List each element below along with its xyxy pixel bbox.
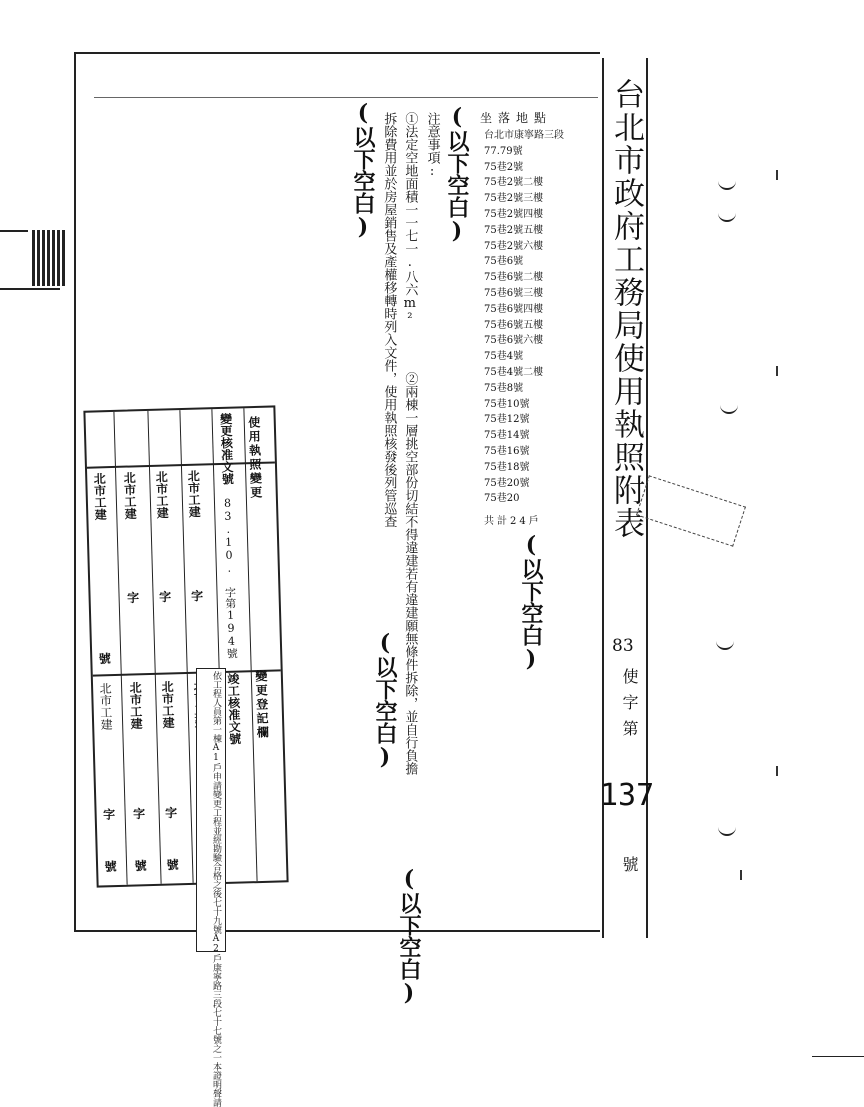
address-item: 75巷2號六樓 bbox=[484, 240, 544, 252]
side-stamp bbox=[0, 226, 70, 292]
scan-mark bbox=[716, 640, 734, 650]
note-2: 拆除費用並於房屋銷售及產權移轉時列入文件，使用執照核發後列管巡查 bbox=[381, 112, 397, 528]
address-item: 75巷20號 bbox=[484, 477, 530, 489]
address-item: 75巷2號四樓 bbox=[484, 208, 544, 220]
scan-mark bbox=[718, 212, 736, 222]
attached-note-slip: 依工程人員第一棟A1戶申請變更工程並經勘驗合格之後七十九號A2戶康寧路三段七十七號之一本證明聲請 bbox=[196, 668, 226, 952]
notes-label: 注意事項: bbox=[424, 112, 440, 179]
table-cell: 北市工建 bbox=[127, 681, 144, 730]
blank-mark: (以下空白) bbox=[396, 866, 422, 1006]
address-item: 75巷16號 bbox=[484, 445, 530, 457]
table-cell: 北市工建 bbox=[154, 470, 170, 519]
blank-mark: (以下空白) bbox=[444, 104, 470, 244]
column-header: 變更核准文號 bbox=[218, 412, 235, 485]
table-cell-suffix: 號 bbox=[97, 652, 112, 665]
address-item: 75巷6號三樓 bbox=[484, 287, 544, 299]
address-total: 共計24戶 bbox=[484, 516, 542, 527]
column-header: 竣工核准文號 bbox=[225, 672, 242, 745]
table-cell-suffix: 字 bbox=[163, 806, 178, 819]
address-item: 75巷12號 bbox=[484, 414, 530, 426]
divider bbox=[94, 97, 598, 98]
table-cell-suffix: 字 bbox=[189, 589, 204, 602]
table-header: 變更登記欄 bbox=[253, 669, 270, 741]
address-item: 75巷4號 bbox=[484, 351, 524, 363]
table-cell-suffix: 號 bbox=[164, 858, 180, 871]
address-header: 坐落地點 bbox=[480, 111, 553, 125]
scan-mark bbox=[776, 170, 778, 180]
address-item: 台北市康寧路三段 bbox=[484, 130, 564, 141]
address-item: 75巷6號六樓 bbox=[484, 335, 544, 347]
scan-mark bbox=[718, 826, 736, 836]
doc-number: 137 bbox=[600, 778, 655, 813]
scan-mark bbox=[776, 766, 778, 776]
doc-number-prefix: 83 bbox=[612, 636, 634, 656]
note-3: ②兩棟一層挑空部份切結不得違建若有違建願無條件拆除，並自行負擔 bbox=[402, 372, 418, 775]
blank-mark: (以下空白) bbox=[372, 630, 398, 770]
table-cell-suffix: 號 bbox=[102, 860, 118, 873]
seal-stamp bbox=[636, 475, 746, 546]
table-cell: 北市工建 bbox=[186, 469, 202, 518]
page-title: 台北市政府工務局使用執照附表 bbox=[608, 78, 644, 540]
address-item: 75巷20 bbox=[484, 493, 520, 505]
address-item: 75巷6號五樓 bbox=[484, 319, 544, 331]
address-item: 75巷14號 bbox=[484, 430, 530, 442]
table-cell: 北市工建 bbox=[97, 682, 114, 731]
address-list bbox=[484, 128, 564, 507]
table-cell-suffix: 字 bbox=[125, 591, 140, 604]
address-item: 75巷2號 bbox=[484, 161, 524, 173]
address-item: 75巷6號四樓 bbox=[484, 303, 544, 315]
table-cell: 北市工建 bbox=[122, 471, 138, 520]
table-cell-suffix: 字 bbox=[157, 590, 172, 603]
blank-mark: (以下空白) bbox=[350, 100, 376, 240]
table-cell-suffix: 字 bbox=[101, 808, 116, 821]
scan-mark bbox=[776, 366, 778, 376]
permit-change-table bbox=[83, 405, 288, 887]
address-item: 75巷4號二樓 bbox=[484, 366, 544, 378]
address-item: 75巷10號 bbox=[484, 398, 530, 410]
blank-mark: (以下空白) bbox=[518, 532, 544, 672]
doc-number-suffix: 號 bbox=[620, 856, 639, 872]
scan-mark bbox=[720, 404, 738, 414]
stamp-date: 83.10. bbox=[220, 496, 237, 575]
address-item: 75巷2號五樓 bbox=[484, 224, 544, 236]
scan-mark bbox=[718, 180, 736, 190]
edge-line bbox=[812, 1056, 864, 1057]
note-1: ①法定空地面積一一七一.八六m² bbox=[402, 112, 418, 326]
address-item: 75巷6號二樓 bbox=[484, 272, 544, 284]
table-header: 使用執照變更 bbox=[246, 415, 263, 501]
table-cell: 北市工建 bbox=[159, 680, 176, 729]
table-cell-suffix: 號 bbox=[132, 859, 148, 872]
permit-number: 字第194號 bbox=[223, 586, 239, 659]
table-cell-suffix: 字 bbox=[131, 807, 146, 820]
table-cell: 北市工建 bbox=[92, 472, 108, 521]
address-item: 75巷2號三樓 bbox=[484, 193, 544, 205]
address-item: 75巷8號 bbox=[484, 382, 524, 394]
scan-mark bbox=[740, 870, 742, 880]
address-item: 75巷6號 bbox=[484, 256, 524, 268]
address-item: 77.79號 bbox=[484, 145, 523, 157]
address-item: 75巷2號二樓 bbox=[484, 177, 544, 189]
doc-number-series: 使字第 bbox=[620, 668, 639, 746]
address-item: 75巷18號 bbox=[484, 461, 530, 473]
